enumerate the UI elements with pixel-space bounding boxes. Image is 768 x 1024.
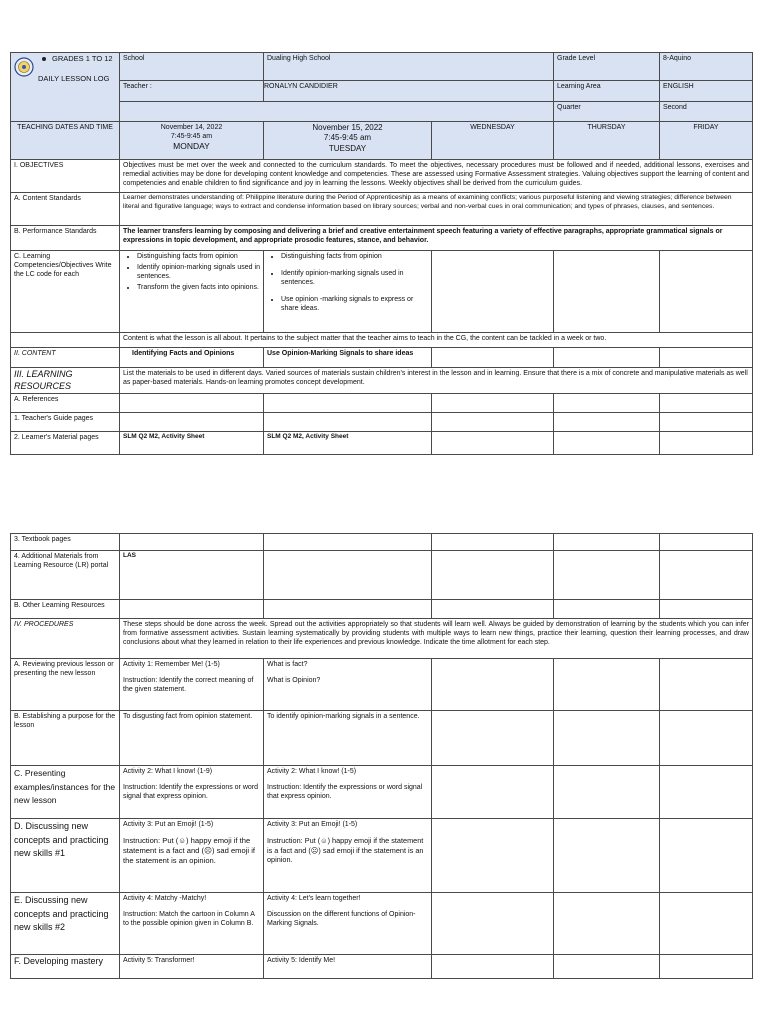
wednesday-header: WEDNESDAY	[432, 122, 554, 160]
quarter-label: Quarter	[554, 102, 660, 122]
textbook-pages-label: 3. Textbook pages	[11, 534, 120, 551]
monday-time: 7:45-9:45 am	[170, 133, 213, 141]
log-title: DAILY LESSON LOG	[38, 73, 110, 83]
lesson-log-table-page-1	[10, 52, 753, 455]
competency-item: • Distinguishing facts from opinion	[137, 252, 260, 261]
tuesday-discussing-1	[264, 819, 432, 893]
tuesday-content: Use Opinion-Marking Signals to share ideas	[264, 348, 432, 368]
objectives-text: Objectives must be met over the week and connected to the curriculum standards. To meet the objectives, necessary procedures must be followed and if needed, additional lessons, exercises and remedial activities may be done for developing content knowledge and competencies. These are assessed using Formative Assessment strategies. Valuing objectives support the learning of content and competencies and enable children to find significance and joy in learning the lessons. Weekly objectives shall be derived from the curriculum guides.	[120, 160, 753, 193]
tuesday-competencies	[264, 251, 432, 333]
grade-level-label: Grade Level	[554, 53, 660, 81]
procedures-text: These steps should be done across the week. Spread out the activities appropriately so that students will learn well. Always be guided by demonstration of learning by the students which you can infer from formative assessment activities. Sustain learning systematically by providing students with multiple ways to learn new things, practice their learning, question their learning processes, and draw conclusions about what they learned in relation to their life experiences and previous knowledge. Indicate the time allotment for each step.	[120, 619, 753, 659]
deped-seal-icon	[14, 54, 34, 84]
learners-material-label: 2. Learner's Material pages	[11, 432, 120, 455]
activity-title: Activity 2: What I know! (1-5)	[267, 768, 357, 775]
quarter-value: Second	[660, 102, 753, 122]
monday-review	[120, 659, 264, 711]
monday-mastery: Activity 5: Transformer!	[120, 955, 264, 979]
activity-title: Activity 3: Put an Emoji! (1-5)	[267, 821, 358, 828]
activity-title: Activity 2: What I know! (1-9)	[123, 768, 213, 775]
performance-standards-label: B. Performance Standards	[11, 226, 120, 251]
tuesday-presenting	[264, 766, 432, 819]
tuesday-learners-material: SLM Q2 M2, Activity Sheet	[264, 432, 432, 455]
learning-area-value: ENGLISH	[660, 81, 753, 102]
competency-item: • Distinguishing facts from opinion	[281, 252, 428, 261]
activity-title: Activity 1: Remember Me! (1-5)	[123, 661, 220, 668]
performance-standards-text: The learner transfers learning by composing and delivering a brief and creative entertainment speech featuring a variety of effective paragraphs, appropriate grammatical signals or expressions in topic development, and appropriate prosodic features, stance, and behavior.	[120, 226, 753, 251]
monday-day: MONDAY	[173, 141, 210, 152]
activity-instruction: Instruction: Identify the correct meaning of the given statement.	[123, 677, 254, 694]
competency-item: • Identify opinion-marking signals used in sentences.	[137, 263, 260, 281]
thursday-header: THURSDAY	[554, 122, 660, 160]
monday-content: Identifying Facts and Opinions	[120, 348, 264, 368]
activity-title: Activity 4: Let's learn together!	[267, 895, 361, 902]
monday-learners-material: SLM Q2 M2, Activity Sheet	[120, 432, 264, 455]
content-standards-text: Learner demonstrates understanding of: Philippine literature during the Period of Apprenticeship as a means of examining conflicts; various purposeful listening and viewing strategies; difference between literal and figurative language; ways to extract and condense information based on library sources; verbal and non-verbal cues in oral communication; and types of phrases, clauses, and sentences.	[120, 193, 753, 226]
procedures-label: IV. PROCEDURES	[11, 619, 120, 659]
monday-presenting	[120, 766, 264, 819]
activity-title: Activity 3: Put an Emoji! (1-5)	[123, 821, 214, 828]
content-note: Content is what the lesson is all about. It pertains to the subject matter that the teacher aims to teach in the CG, the content can be tackled in a week or two.	[120, 333, 753, 348]
tuesday-purpose: To identify opinion-marking signals in a sentence.	[264, 711, 432, 766]
tuesday-mastery: Activity 5: Identify Me!	[264, 955, 432, 979]
tuesday-day: TUESDAY	[328, 143, 367, 153]
discussing-skills-1-label: D. Discussing new concepts and practicing new skills #1	[11, 819, 120, 893]
activity-title: What is fact?	[267, 661, 308, 668]
purpose-label: B. Establishing a purpose for the lesson	[11, 711, 120, 766]
monday-discussing-2	[120, 893, 264, 955]
tuesday-date: November 15, 2022	[312, 123, 383, 132]
monday-purpose: To disgusting fact from opinion statement.	[120, 711, 264, 766]
activity-instruction: Instruction: Put (☺) happy emoji if the statement is a fact and (☹) sad emoji if the statement is an opinion.	[123, 836, 256, 865]
bullet-dot	[42, 57, 46, 61]
activity-instruction: Instruction: Put (☺) happy emoji if the statement is a fact and (☹) sad emoji if the statement is an opinion.	[267, 836, 424, 865]
monday-header	[120, 122, 264, 160]
competency-item: • Identify opinion-marking signals used in sentences.	[281, 269, 428, 287]
learning-resources-label: III. LEARNING RESOURCES	[11, 368, 120, 394]
activity-title: Activity 4: Matchy -Matchy!	[123, 895, 207, 902]
competencies-label: C. Learning Competencies/Objectives Write the LC code for each	[11, 251, 120, 333]
school-label: School	[120, 53, 264, 81]
tuesday-discussing-2	[264, 893, 432, 955]
teaching-dates-label: TEACHING DATES AND TIME	[11, 122, 120, 160]
references-label: A. References	[11, 394, 120, 413]
content-standards-label: A. Content Standards	[11, 193, 120, 226]
header-title-cell	[11, 53, 120, 122]
other-resources-label: B. Other Learning Resources	[11, 600, 120, 619]
activity-instruction: Discussion on the different functions of Opinion-Marking Signals.	[267, 911, 416, 928]
monday-competencies	[120, 251, 264, 333]
review-lesson-label: A. Reviewing previous lesson or presenting the new lesson	[11, 659, 120, 711]
competency-item: • Use opinion -marking signals to express or share ideas.	[281, 295, 428, 313]
school-value: Dualing High School	[264, 53, 554, 81]
teacher-value: RONALYN CANDIDIER	[264, 81, 554, 102]
monday-discussing-1	[120, 819, 264, 893]
teacher-label: Teacher :	[120, 81, 264, 102]
grades-label: GRADES 1 TO 12	[52, 54, 113, 63]
tuesday-time: 7:45-9:45 am	[323, 133, 372, 143]
lesson-log-table-page-2	[10, 533, 753, 979]
tuesday-review	[264, 659, 432, 711]
additional-materials-label: 4. Additional Materials from Learning Resource (LR) portal	[11, 551, 120, 600]
activity-instruction: Instruction: Identify the expressions or word signal that express opinion.	[123, 784, 259, 801]
activity-instruction: What is Opinion?	[267, 677, 321, 685]
activity-instruction: Instruction: Identify the expressions or word signal that express opinion.	[267, 784, 423, 801]
grade-level-value: 8-Aquino	[660, 53, 753, 81]
friday-header: FRIDAY	[660, 122, 753, 160]
activity-instruction: Instruction: Match the cartoon in Column A to the possible opinion given in Column B.	[123, 911, 255, 928]
teachers-guide-label: 1. Teacher's Guide pages	[11, 413, 120, 432]
monday-additional-materials: LAS	[120, 551, 264, 600]
content-label: II. CONTENT	[11, 348, 120, 368]
monday-date: November 14, 2022	[160, 124, 223, 131]
discussing-skills-2-label: E. Discussing new concepts and practicing new skills #2	[11, 893, 120, 955]
developing-mastery-label: F. Developing mastery	[11, 955, 120, 979]
tuesday-header	[264, 122, 432, 160]
competency-item: • Transform the given facts into opinions.	[137, 283, 260, 292]
objectives-label: I. OBJECTIVES	[11, 160, 120, 193]
presenting-examples-label: C. Presenting examples/instances for the new lesson	[11, 766, 120, 819]
learning-resources-text: List the materials to be used in different days. Varied sources of materials sustain children's interest in the lesson and in learning. Ensure that there is a mix of concrete and manipulative materials as well as paper-based materials. Hands-on learning promotes concept development.	[120, 368, 753, 394]
learning-area-label: Learning Area	[554, 81, 660, 102]
